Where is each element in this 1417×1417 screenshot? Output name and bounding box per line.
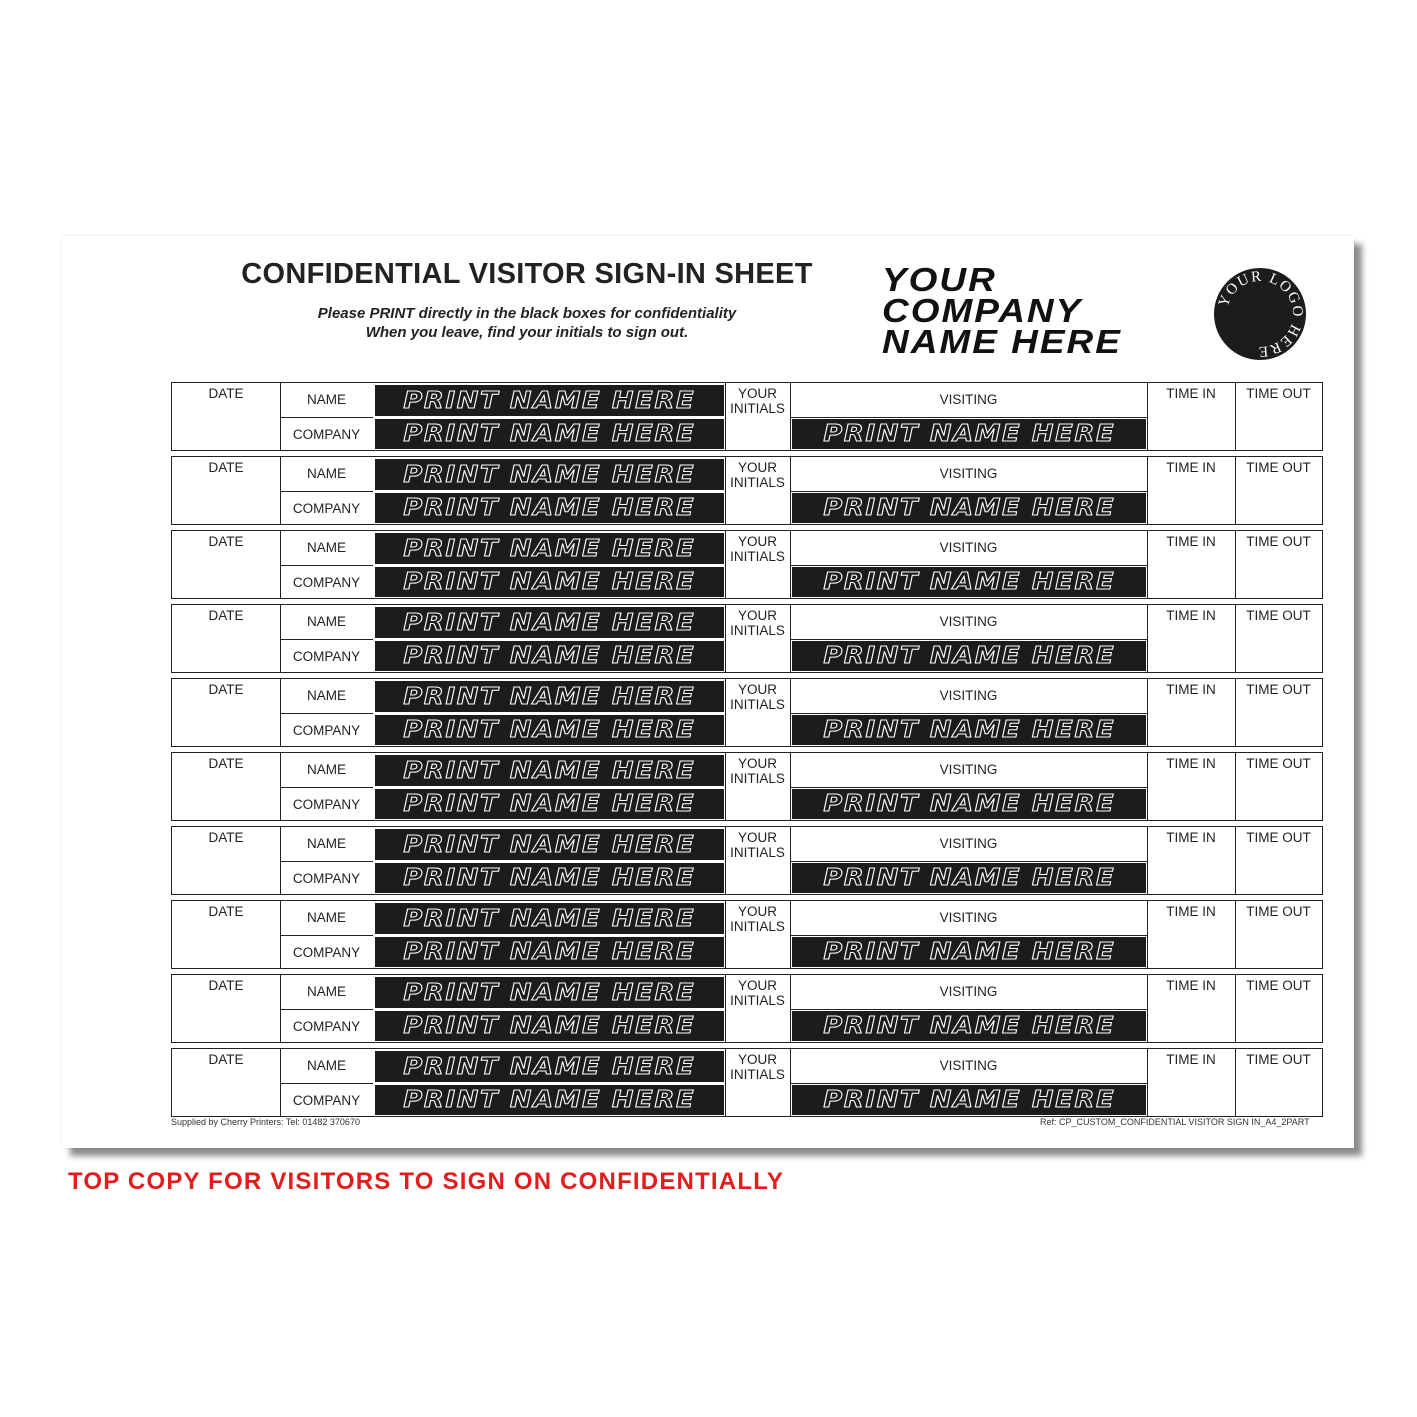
visiting-placeholder: PRINT NAME HERE <box>823 643 1115 669</box>
name-label: NAME <box>306 836 346 851</box>
initials-label-line1: YOUR <box>737 904 777 919</box>
company-placeholder: PRINT NAME HERE <box>403 791 696 817</box>
visitor-row <box>171 1048 1323 1117</box>
initials-cell[interactable] <box>725 383 790 449</box>
company-input-box[interactable] <box>375 789 724 819</box>
name-placeholder: PRINT NAME HERE <box>403 683 696 710</box>
time-in-cell[interactable] <box>1147 383 1235 449</box>
time-out-label: TIME OUT <box>1246 978 1311 993</box>
name-input-box[interactable] <box>375 977 724 1008</box>
date-label: DATE <box>208 386 244 401</box>
date-label: DATE <box>208 904 244 919</box>
visiting-label: VISITING <box>939 910 998 925</box>
initials-label-line1: YOUR <box>737 978 777 993</box>
visiting-placeholder: PRINT NAME HERE <box>823 791 1115 817</box>
visitor-row <box>171 678 1323 747</box>
time-out-label: TIME OUT <box>1246 460 1311 475</box>
initials-cell[interactable] <box>725 605 790 671</box>
sheet-title: CONFIDENTIAL VISITOR SIGN-IN SHEET <box>241 258 813 290</box>
company-line-3: NAME HERE <box>882 323 1122 360</box>
visiting-label: VISITING <box>939 1058 998 1073</box>
initials-label-line1: YOUR <box>737 386 777 401</box>
company-line-1: YOUR <box>882 261 997 298</box>
time-out-cell[interactable] <box>1235 827 1322 893</box>
visiting-placeholder: PRINT NAME HERE <box>823 865 1115 891</box>
company-placeholder: PRINT NAME HERE <box>403 717 696 743</box>
time-out-cell[interactable] <box>1235 383 1322 449</box>
visiting-placeholder: PRINT NAME HERE <box>823 421 1115 447</box>
initials-label-line1: YOUR <box>737 682 777 697</box>
company-label: COMPANY <box>292 501 361 516</box>
initials-label-line1: YOUR <box>737 756 777 771</box>
initials-cell[interactable] <box>725 827 790 893</box>
name-placeholder: PRINT NAME HERE <box>403 609 696 636</box>
visiting-input-box[interactable] <box>792 493 1146 523</box>
visiting-input-box[interactable] <box>792 1085 1146 1115</box>
footer-supplier: Supplied by Cherry Printers: Tel: 01482 370670 <box>171 1117 360 1127</box>
name-placeholder: PRINT NAME HERE <box>403 831 696 858</box>
initials-cell[interactable] <box>725 975 790 1041</box>
name-placeholder: PRINT NAME HERE <box>403 461 696 488</box>
company-line-2: COMPANY <box>882 292 1083 329</box>
time-out-cell[interactable] <box>1235 753 1322 819</box>
name-label: NAME <box>306 1058 346 1073</box>
name-input-box[interactable] <box>375 755 724 786</box>
visiting-placeholder: PRINT NAME HERE <box>823 1013 1115 1039</box>
visiting-input-box[interactable] <box>792 863 1146 893</box>
initials-label-line2: INITIALS <box>730 845 785 860</box>
name-placeholder: PRINT NAME HERE <box>403 1053 696 1080</box>
name-input-box[interactable] <box>375 829 724 860</box>
time-out-label: TIME OUT <box>1246 534 1311 549</box>
visiting-label: VISITING <box>939 836 998 851</box>
visiting-placeholder: PRINT NAME HERE <box>823 1087 1115 1113</box>
time-out-label: TIME OUT <box>1246 904 1311 919</box>
name-label: NAME <box>306 392 346 407</box>
name-input-box[interactable] <box>375 607 724 638</box>
time-in-label: TIME IN <box>1166 386 1216 401</box>
date-cell[interactable] <box>172 457 280 523</box>
time-in-cell[interactable] <box>1147 827 1235 893</box>
company-input-box[interactable] <box>375 937 724 967</box>
initials-label-line1: YOUR <box>737 830 777 845</box>
time-out-cell[interactable] <box>1235 1049 1322 1115</box>
company-input-box[interactable] <box>375 1085 724 1115</box>
date-label: DATE <box>208 1052 244 1067</box>
time-out-cell[interactable] <box>1235 679 1322 745</box>
logo-text: YOUR LOGO HERE <box>1215 268 1306 360</box>
company-placeholder: PRINT NAME HERE <box>403 643 696 669</box>
visiting-label: VISITING <box>939 688 998 703</box>
visiting-input-box[interactable] <box>792 419 1146 449</box>
time-in-label: TIME IN <box>1166 756 1216 771</box>
visiting-label: VISITING <box>939 984 998 999</box>
time-out-label: TIME OUT <box>1246 682 1311 697</box>
date-label: DATE <box>208 608 244 623</box>
company-placeholder: PRINT NAME HERE <box>403 1013 696 1039</box>
visiting-label: VISITING <box>939 540 998 555</box>
initials-cell[interactable] <box>725 679 790 745</box>
initials-label-line2: INITIALS <box>730 401 785 416</box>
name-input-box[interactable] <box>375 459 724 490</box>
time-in-cell[interactable] <box>1147 605 1235 671</box>
time-in-label: TIME IN <box>1166 534 1216 549</box>
visitor-row <box>171 382 1323 451</box>
visitor-row <box>171 900 1323 969</box>
initials-label-line2: INITIALS <box>730 1067 785 1082</box>
visiting-input-box[interactable] <box>792 567 1146 597</box>
date-label: DATE <box>208 978 244 993</box>
name-placeholder: PRINT NAME HERE <box>403 535 696 562</box>
name-input-box[interactable] <box>375 385 724 416</box>
name-input-box[interactable] <box>375 681 724 712</box>
time-out-cell[interactable] <box>1235 975 1322 1041</box>
visitor-row <box>171 456 1323 525</box>
time-out-cell[interactable] <box>1235 605 1322 671</box>
time-in-label: TIME IN <box>1166 460 1216 475</box>
time-out-cell[interactable] <box>1235 901 1322 967</box>
name-label: NAME <box>306 910 346 925</box>
initials-cell[interactable] <box>725 1049 790 1115</box>
initials-label-line2: INITIALS <box>730 475 785 490</box>
company-placeholder: PRINT NAME HERE <box>403 495 696 521</box>
visiting-input-box[interactable] <box>792 789 1146 819</box>
date-label: DATE <box>208 682 244 697</box>
company-placeholder: PRINT NAME HERE <box>403 939 696 965</box>
company-input-box[interactable] <box>375 419 724 449</box>
time-out-label: TIME OUT <box>1246 756 1311 771</box>
name-label: NAME <box>306 466 346 481</box>
initials-label-line2: INITIALS <box>730 771 785 786</box>
time-in-cell[interactable] <box>1147 457 1235 523</box>
time-in-label: TIME IN <box>1166 978 1216 993</box>
date-cell[interactable] <box>172 901 280 967</box>
time-in-label: TIME IN <box>1166 830 1216 845</box>
visiting-label: VISITING <box>939 392 998 407</box>
visitor-row <box>171 530 1323 599</box>
initials-label-line1: YOUR <box>737 1052 777 1067</box>
date-label: DATE <box>208 534 244 549</box>
time-out-label: TIME OUT <box>1246 608 1311 623</box>
visiting-placeholder: PRINT NAME HERE <box>823 569 1115 595</box>
bottom-note: TOP COPY FOR VISITORS TO SIGN ON CONFIDENTIALLY <box>68 1168 785 1195</box>
date-cell[interactable] <box>172 1049 280 1115</box>
time-in-cell[interactable] <box>1147 975 1235 1041</box>
visitor-row <box>171 974 1323 1043</box>
name-label: NAME <box>306 762 346 777</box>
name-input-box[interactable] <box>375 903 724 934</box>
name-placeholder: PRINT NAME HERE <box>403 757 696 784</box>
initials-label-line2: INITIALS <box>730 993 785 1008</box>
visiting-placeholder: PRINT NAME HERE <box>823 717 1115 743</box>
name-input-box[interactable] <box>375 1051 724 1082</box>
initials-cell[interactable] <box>725 753 790 819</box>
date-label: DATE <box>208 756 244 771</box>
time-in-label: TIME IN <box>1166 1052 1216 1067</box>
time-in-cell[interactable] <box>1147 1049 1235 1115</box>
date-cell[interactable] <box>172 679 280 745</box>
company-input-box[interactable] <box>375 567 724 597</box>
footer-reference: Ref: CP_CUSTOM_CONFIDENTIAL VISITOR SIGN IN_A4_2PART <box>1040 1117 1310 1127</box>
date-cell[interactable] <box>172 383 280 449</box>
visiting-label: VISITING <box>939 614 998 629</box>
initials-cell[interactable] <box>725 531 790 597</box>
date-label: DATE <box>208 830 244 845</box>
visiting-input-box[interactable] <box>792 937 1146 967</box>
time-in-label: TIME IN <box>1166 608 1216 623</box>
time-in-cell[interactable] <box>1147 901 1235 967</box>
date-cell[interactable] <box>172 753 280 819</box>
visiting-placeholder: PRINT NAME HERE <box>823 939 1115 965</box>
instruction-line-2: When you leave, find your initials to sign out. <box>365 324 689 341</box>
company-label: COMPANY <box>292 575 361 590</box>
company-label: COMPANY <box>292 649 361 664</box>
company-placeholder: PRINT NAME HERE <box>403 421 696 447</box>
visitor-row <box>171 604 1323 673</box>
visitor-row <box>171 752 1323 821</box>
initials-label-line1: YOUR <box>737 608 777 623</box>
company-label: COMPANY <box>292 427 361 442</box>
company-placeholder: PRINT NAME HERE <box>403 865 696 891</box>
visiting-label: VISITING <box>939 762 998 777</box>
time-out-label: TIME OUT <box>1246 386 1311 401</box>
time-out-label: TIME OUT <box>1246 830 1311 845</box>
name-input-box[interactable] <box>375 533 724 564</box>
company-label: COMPANY <box>292 723 361 738</box>
name-placeholder: PRINT NAME HERE <box>403 905 696 932</box>
name-placeholder: PRINT NAME HERE <box>403 387 696 414</box>
time-in-cell[interactable] <box>1147 679 1235 745</box>
name-placeholder: PRINT NAME HERE <box>403 979 696 1006</box>
name-label: NAME <box>306 984 346 999</box>
initials-label-line2: INITIALS <box>730 697 785 712</box>
date-cell[interactable] <box>172 827 280 893</box>
name-label: NAME <box>306 688 346 703</box>
company-label: COMPANY <box>292 871 361 886</box>
name-label: NAME <box>306 540 346 555</box>
initials-cell[interactable] <box>725 457 790 523</box>
date-label: DATE <box>208 460 244 475</box>
visitor-row <box>171 826 1323 895</box>
company-input-box[interactable] <box>375 715 724 745</box>
company-placeholder: PRINT NAME HERE <box>403 1087 696 1113</box>
time-out-cell[interactable] <box>1235 531 1322 597</box>
time-in-cell[interactable] <box>1147 753 1235 819</box>
company-input-box[interactable] <box>375 493 724 523</box>
initials-label-line1: YOUR <box>737 534 777 549</box>
initials-label-line1: YOUR <box>737 460 777 475</box>
visiting-input-box[interactable] <box>792 715 1146 745</box>
company-label: COMPANY <box>292 945 361 960</box>
initials-label-line2: INITIALS <box>730 623 785 638</box>
company-label: COMPANY <box>292 1019 361 1034</box>
initials-cell[interactable] <box>725 901 790 967</box>
time-out-label: TIME OUT <box>1246 1052 1311 1067</box>
date-cell[interactable] <box>172 605 280 671</box>
date-cell[interactable] <box>172 531 280 597</box>
initials-label-line2: INITIALS <box>730 549 785 564</box>
visiting-label: VISITING <box>939 466 998 481</box>
company-placeholder: PRINT NAME HERE <box>403 569 696 595</box>
date-cell[interactable] <box>172 975 280 1041</box>
time-in-label: TIME IN <box>1166 682 1216 697</box>
sign-in-sheet <box>62 236 1354 1148</box>
company-input-box[interactable] <box>375 863 724 893</box>
time-out-cell[interactable] <box>1235 457 1322 523</box>
company-input-box[interactable] <box>375 1011 724 1041</box>
company-input-box[interactable] <box>375 641 724 671</box>
company-label: COMPANY <box>292 1093 361 1108</box>
logo-placeholder-icon <box>1212 266 1308 362</box>
instruction-line-1: Please PRINT directly in the black boxes for confidentiality <box>317 305 737 322</box>
initials-label-line2: INITIALS <box>730 919 785 934</box>
time-in-cell[interactable] <box>1147 531 1235 597</box>
name-label: NAME <box>306 614 346 629</box>
visiting-placeholder: PRINT NAME HERE <box>823 495 1115 521</box>
time-in-label: TIME IN <box>1166 904 1216 919</box>
company-label: COMPANY <box>292 797 361 812</box>
visiting-input-box[interactable] <box>792 641 1146 671</box>
visiting-input-box[interactable] <box>792 1011 1146 1041</box>
